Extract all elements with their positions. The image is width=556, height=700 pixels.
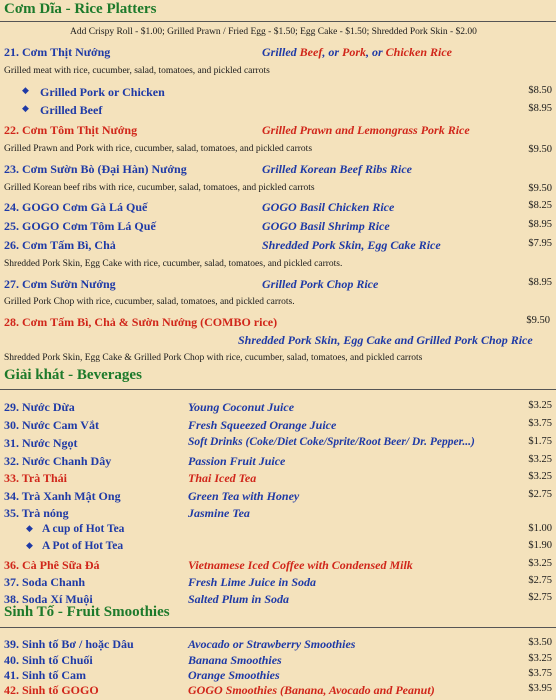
item-desc: Grilled Prawn and Lemongrass Pork Rice [262, 123, 470, 137]
item-name: 30. Nước Cam Vắt [4, 418, 99, 432]
item-name: 41. Sinh tố Cam [4, 668, 87, 682]
menu-item-29 [0, 400, 556, 416]
item-name: 27. Cơm Sườn Nướng [4, 277, 116, 291]
addons-line [0, 27, 556, 43]
sub-item-pork-chicken [0, 85, 556, 101]
desc-part: Grilled [262, 45, 300, 59]
item-name: 22. Cơm Tôm Thịt Nướng [4, 123, 138, 137]
menu-item-35 [0, 506, 556, 522]
item-name: 31. Nước Ngọt [4, 436, 78, 450]
item-name: 24. GOGO Cơm Gà Lá Quế [4, 200, 148, 214]
menu-item-25 [0, 219, 556, 235]
divider [0, 389, 556, 390]
item-name: 39. Sinh tố Bơ / hoặc Dâu [4, 637, 134, 651]
item-name: 23. Cơm Sườn Bò (Đại Hàn) Nướng [4, 162, 187, 176]
addons-text: Add Crispy Roll - $1.00; Grilled Prawn / Fried Egg - $1.50; Egg Cake - $1.50; Shredded Pork Skin - $2.00 [70, 27, 477, 37]
desc-sep: , or [366, 45, 386, 59]
item-name: 35. Trà nóng [4, 506, 69, 520]
menu-item-31 [0, 436, 556, 452]
item-name: 26. Cơm Tấm Bì, Chả [4, 238, 116, 252]
menu-item-32 [0, 454, 556, 470]
price: $8.95 [528, 277, 552, 288]
price: $7.95 [528, 238, 552, 249]
price: $8.95 [528, 103, 552, 114]
price: $1.90 [528, 540, 552, 551]
item-name: 25. GOGO Cơm Tôm Lá Quế [4, 219, 156, 233]
price: $9.50 [528, 183, 552, 194]
sub-label: Grilled Pork or Chicken [40, 85, 165, 99]
item-name: 29. Nước Dừa [4, 400, 75, 414]
price: $2.75 [528, 575, 552, 586]
menu-item-28 [0, 315, 556, 331]
item-note [0, 66, 556, 82]
item-name: 42. Sinh tố GOGO [4, 683, 99, 697]
rice-section-title: Cơm Dĩa - Rice Platters [4, 1, 157, 17]
menu-item-42 [0, 683, 556, 699]
note-text: Grilled meat with rice, cucumber, salad, tomatoes, and pickled carrots [4, 66, 270, 76]
sub-item-hot-tea-pot [0, 540, 556, 556]
menu-item-41 [0, 668, 556, 684]
item-desc: GOGO Basil Chicken Rice [262, 200, 395, 214]
item-desc: Fresh Lime Juice in Soda [188, 575, 317, 589]
bullet-icon: ◆ [22, 103, 29, 113]
note-text: Shredded Pork Skin, Egg Cake & Grilled Pork Chop with rice, cucumber, salad, tomatoes, and pickled carrots [4, 353, 423, 363]
menu-item-30 [0, 418, 556, 434]
price: $2.75 [528, 489, 552, 500]
divider [0, 627, 556, 628]
item-desc: Orange Smoothies [188, 668, 280, 682]
item-desc: Banana Smoothies [188, 653, 282, 667]
price: $8.95 [528, 219, 552, 230]
menu-item-39 [0, 637, 556, 653]
item-name: 37. Soda Chanh [4, 575, 86, 589]
price: $8.50 [528, 85, 552, 96]
price: $3.25 [528, 400, 552, 411]
smoothies-section-title: Sinh Tố - Fruit Smoothies [4, 604, 170, 620]
item-note [0, 259, 556, 275]
item-note [0, 144, 556, 160]
item-name: 38. Soda Xí Muội [4, 592, 93, 606]
item-desc: Avocado or Strawberry Smoothies [188, 637, 356, 651]
menu-item-37 [0, 575, 556, 591]
item-desc-line [0, 333, 556, 349]
menu-item-27 [0, 277, 556, 293]
item-desc: Passion Fruit Juice [188, 454, 286, 468]
sub-item-beef [0, 103, 556, 119]
bullet-icon: ◆ [26, 523, 33, 533]
item-desc: Shredded Pork Skin, Egg Cake and Grilled Pork Chop Rice [238, 333, 533, 347]
item-desc: Grilled Korean Beef Ribs Rice [262, 162, 412, 176]
item-desc: Fresh Squeezed Orange Juice [188, 418, 337, 432]
price: $3.25 [528, 558, 552, 569]
price: $3.95 [528, 683, 552, 694]
desc-sep: , or [322, 45, 342, 59]
item-desc: Soft Drinks (Coke/Diet Coke/Sprite/Root Beer/ Dr. Pepper...) [188, 436, 475, 448]
price: $9.50 [528, 144, 552, 155]
item-note [0, 297, 556, 313]
item-desc: Shredded Pork Skin, Egg Cake Rice [262, 238, 441, 252]
menu-item-36 [0, 558, 556, 574]
item-name: 40. Sinh tố Chuối [4, 653, 93, 667]
item-name: 36. Cà Phê Sữa Đá [4, 558, 100, 572]
item-desc: Salted Plum in Soda [188, 592, 290, 606]
item-desc: GOGO Smoothies (Banana, Avocado and Peanut) [188, 683, 435, 697]
price: $3.25 [528, 454, 552, 465]
beverages-section-title: Giải khát - Beverages [4, 367, 142, 383]
menu-item-34 [0, 489, 556, 505]
divider [0, 21, 556, 22]
price: $1.00 [528, 523, 552, 534]
item-desc: Green Tea with Honey [188, 489, 300, 503]
menu-item-24 [0, 200, 556, 216]
price: $3.25 [528, 653, 552, 664]
item-name: 33. Trà Thái [4, 471, 68, 485]
price: $8.25 [528, 200, 552, 211]
item-name: 28. Cơm Tấm Bì, Chả & Sườn Nướng (COMBO rice) [4, 315, 278, 329]
item-desc: Young Coconut Juice [188, 400, 295, 414]
price: $2.75 [528, 592, 552, 603]
note-text: Grilled Prawn and Pork with rice, cucumber, salad, tomatoes, and pickled carrots [4, 144, 313, 154]
price: $1.75 [528, 436, 552, 447]
item-desc [262, 45, 452, 60]
price: $3.75 [528, 418, 552, 429]
price: $3.75 [528, 668, 552, 679]
item-name: 32. Nước Chanh Dây [4, 454, 112, 468]
sub-label: A Pot of Hot Tea [42, 540, 124, 552]
note-text: Grilled Korean beef ribs with rice, cucumber, salad, tomatoes, and pickled carrots [4, 183, 315, 193]
menu-item-33 [0, 471, 556, 487]
sub-label: A cup of Hot Tea [42, 523, 125, 535]
desc-chicken: Chicken Rice [385, 45, 452, 59]
item-desc: Grilled Pork Chop Rice [262, 277, 379, 291]
bullet-icon: ◆ [26, 540, 33, 550]
note-text: Shredded Pork Skin, Egg Cake with rice, cucumber, salad, tomatoes, and pickled carrots. [4, 259, 343, 269]
desc-beef: Beef [299, 45, 323, 59]
note-text: Grilled Pork Chop with rice, cucumber, salad, tomatoes, and pickled carrots. [4, 297, 295, 307]
item-desc: Thai Iced Tea [188, 471, 257, 485]
menu-item-26 [0, 238, 556, 254]
item-note [0, 183, 556, 199]
price: $3.50 [528, 637, 552, 648]
item-name: 34. Trà Xanh Mật Ong [4, 489, 121, 503]
item-desc: Vietnamese Iced Coffee with Condensed Milk [188, 558, 413, 572]
item-desc: GOGO Basil Shrimp Rice [262, 219, 390, 233]
desc-pork: Pork [342, 45, 366, 59]
price: $9.50 [526, 315, 550, 326]
menu-item-22 [0, 123, 556, 139]
menu-item-23 [0, 162, 556, 178]
item-name: 21. Cơm Thịt Nướng [4, 45, 111, 59]
price: $3.25 [528, 471, 552, 482]
item-desc: Jasmine Tea [188, 506, 250, 520]
sub-label: Grilled Beef [40, 103, 103, 117]
menu-item-21 [0, 45, 556, 61]
bullet-icon: ◆ [22, 85, 29, 95]
menu-item-40 [0, 653, 556, 669]
sub-item-hot-tea-cup [0, 523, 556, 539]
